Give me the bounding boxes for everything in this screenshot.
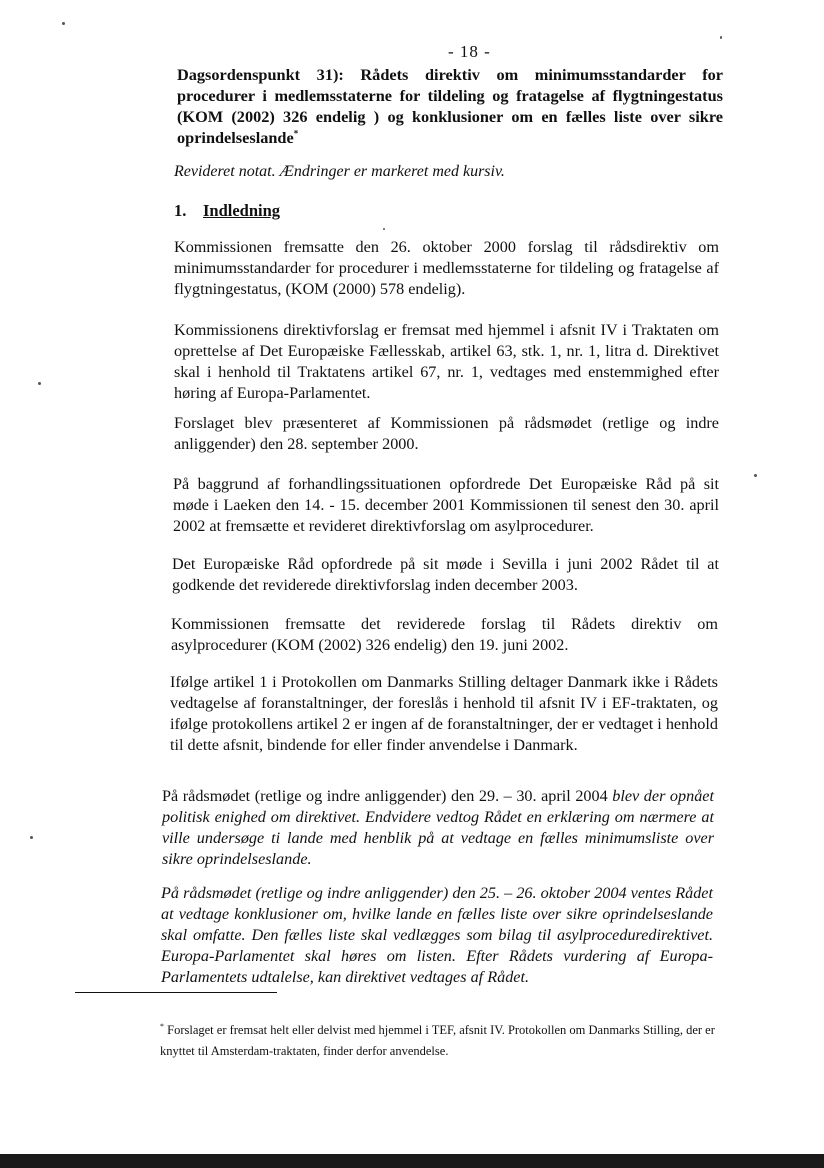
section-heading [174,201,280,221]
footnote-reference: * [293,128,299,139]
paragraph-8-revision: blev der opnået politisk enighed om direktivet. Endvidere vedtog Rådet en erklæring om nærmere at ville undersøge ti lande med henblik på at vedtage en fælles minimumsliste over sikre oprindelseslande. [162,787,714,868]
footnote-text: Forslaget er fremsat helt eller delvist med hjemmel i TEF, afsnit IV. Protokollen om Danmarks Stilling, der er knyttet til Amsterdam-traktaten, finder derfor anvendelse. [160,1023,715,1058]
footnote-mark: * [160,1021,164,1031]
paragraph-3: Forslaget blev præsenteret af Kommissionen på rådsmødet (retlige og indre anliggender) den 28. september 2000. [174,414,719,453]
paragraph-5: Det Europæiske Råd opfordrede på sit møde i Sevilla i juni 2002 Rådet til at godkende det reviderede direktivforslag inden december 2003. [172,555,719,594]
footnote-divider [75,992,277,993]
agenda-item-heading [177,64,723,148]
scan-speck [383,228,385,230]
paragraph-8-lead: På rådsmødet (retlige og indre anliggender) den 29. – 30. april 2004 [162,787,608,805]
agenda-item-text: Dagsordenspunkt 31): Rådets direktiv om minimumsstandarder for procedurer i medlemsstaterne for tildeling og fratagelse af flygtningestatus (KOM (2002) 326 endelig ) og konklusioner om en fælles liste over sikre oprindelseslande [177,65,723,147]
footnote [160,1020,726,1062]
paragraph-6: Kommissionen fremsatte det reviderede forslag til Rådets direktiv om asylprocedurer (KOM (2002) 326 endelig) den 19. juni 2002. [171,615,718,654]
paragraph-8 [162,786,714,870]
section-title: Indledning [203,201,281,220]
revised-note: Revideret notat. Ændringer er markeret med kursiv. [174,163,505,180]
scan-speck [30,836,33,839]
scan-speck [720,36,722,39]
scan-speck [754,474,757,477]
paragraph-9-revision: På rådsmødet (retlige og indre anliggender) den 25. – 26. oktober 2004 ventes Rådet at vedtage konklusioner om, hvilke lande en fælles liste over sikre oprindelseslande skal omfatte. Den fælles liste skal vedlægges som bilag til asylproceduredirektivet. Europa-Parlamentet skal høres om listen. Efter Rådets vurdering af Europa-Parlamentets udtalelse, kan direktivet vedtages af Rådet. [161,884,713,986]
paragraph-2: Kommissionens direktivforslag er fremsat med hjemmel i afsnit IV i Traktaten om oprettelse af Det Europæiske Fællesskab, artikel 63, stk. 1, nr. 1, litra d. Direktivet skal i henhold til Traktatens artikel 67, nr. 1, vedtages med enstemmighed efter høring af Europa-Parlamentet. [174,321,719,402]
paragraph-1: Kommissionen fremsatte den 26. oktober 2000 forslag til rådsdirektiv om minimumsstandarder for procedurer i medlemsstaterne for tildeling og fratagelse af flygtningestatus, (KOM (2000) 578 endelig). [174,238,719,298]
scan-speck [62,22,65,25]
section-number: 1. [174,201,187,220]
scan-speck [38,382,41,385]
scan-border [0,1154,824,1168]
page-number: - 18 - [448,42,491,61]
paragraph-7: Ifølge artikel 1 i Protokollen om Danmarks Stilling deltager Danmark ikke i Rådets vedtagelse af foranstaltninger, der foreslås i henhold til afsnit IV i EF-traktaten, og ifølge protokollens artikel 2 er ingen af de foranstaltninger, der er vedtaget i henhold til dette afsnit, bindende for eller finder anvendelse i Danmark. [170,673,718,754]
paragraph-4: På baggrund af forhandlingssituationen opfordrede Det Europæiske Råd på sit møde i Laeken den 14. - 15. december 2001 Kommissionen til senest den 30. april 2002 at fremsætte et revideret direktivforslag om asylprocedurer. [173,475,719,535]
